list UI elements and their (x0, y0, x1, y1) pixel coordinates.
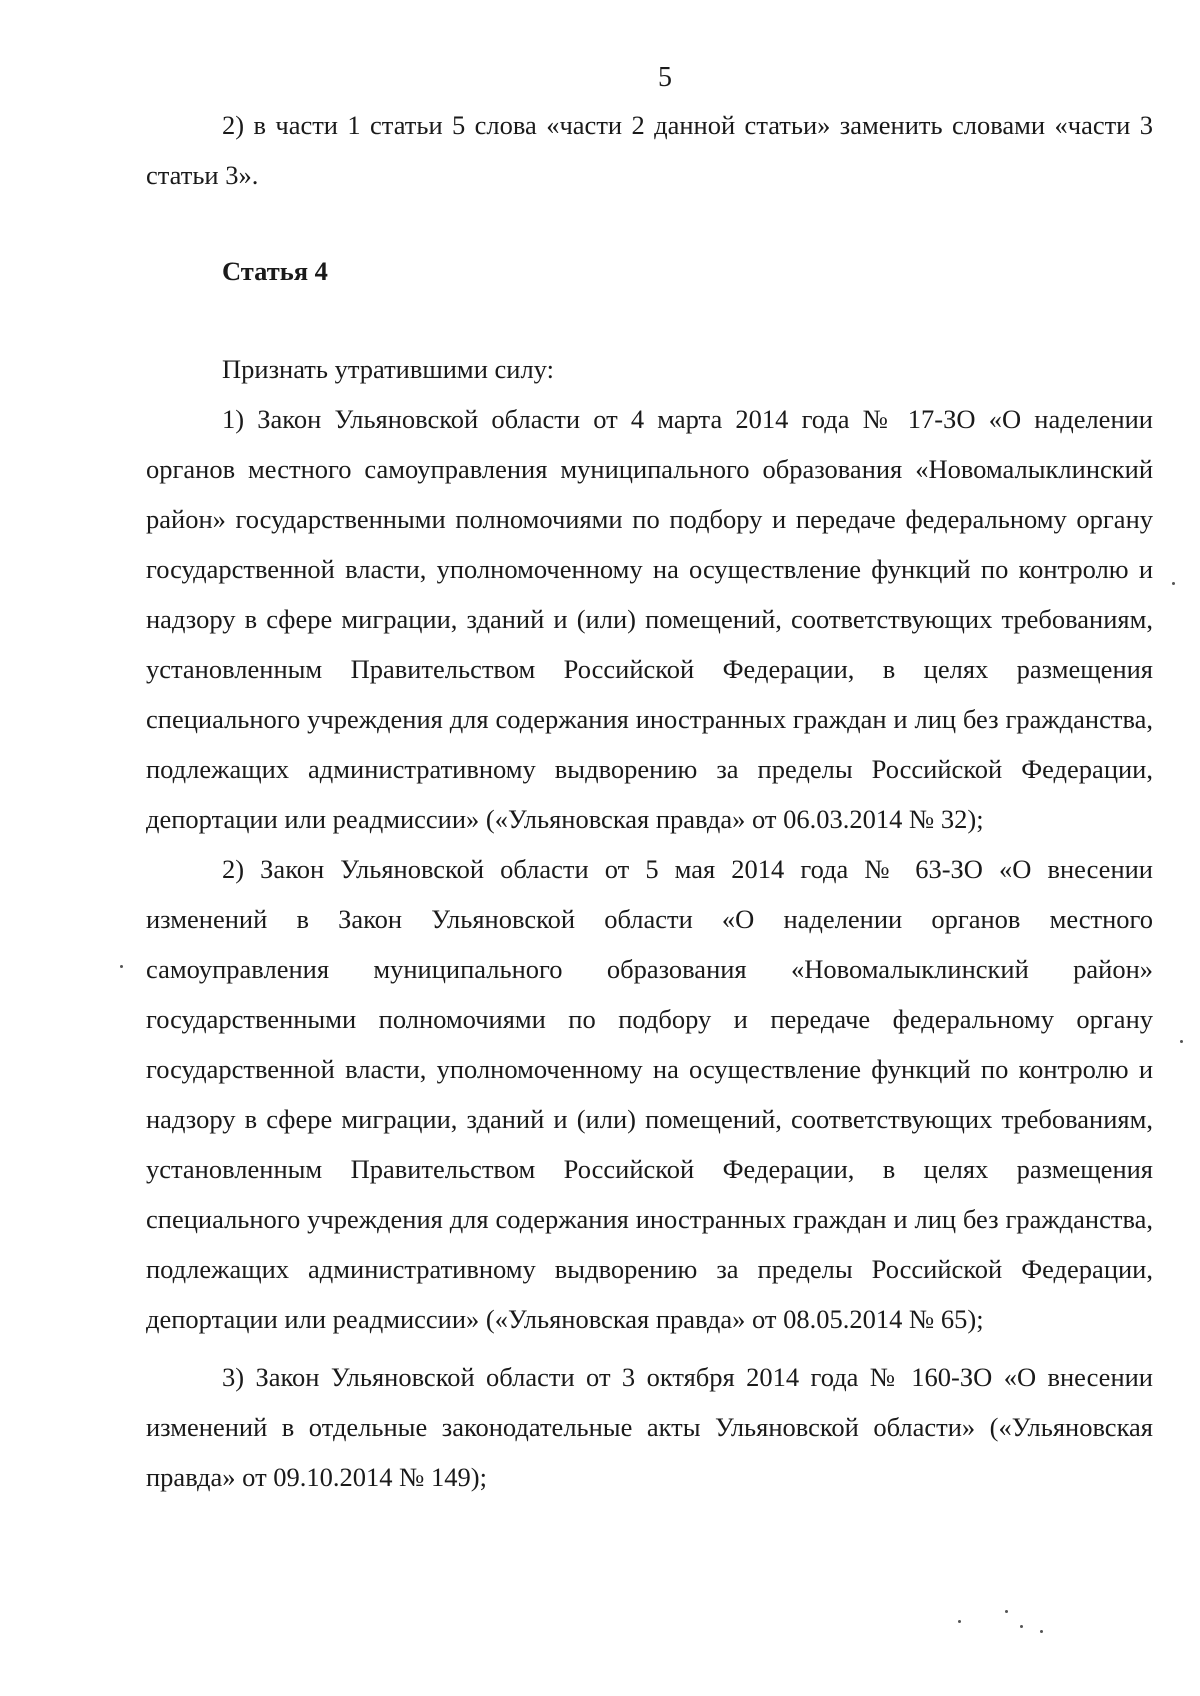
article-heading: Статья 4 (222, 256, 328, 286)
spacer (146, 296, 1153, 344)
spacer (146, 1344, 1153, 1352)
scan-speck (958, 1620, 961, 1623)
scan-speck (1180, 1040, 1183, 1043)
document-body (146, 100, 1153, 1502)
scan-speck (120, 965, 123, 968)
repealed-law-item-3: 3) Закон Ульяновской области от 3 октября 2014 года № 160-ЗО «О внесении изменений в отдельные законодательные акты Ульяновской области» («Ульяновская правда» от 09.10.2014 № 149); (146, 1362, 1153, 1492)
scan-speck (1172, 582, 1175, 585)
repealed-law-item-2: 2) Закон Ульяновской области от 5 мая 2014 года № 63-ЗО «О внесении изменений в Закон Ульяновской области «О наделении органов местного самоуправления муниципального образования «Новомалыклинский район» государственными полномочиями по подбору и передаче федеральному органу государственной власти, уполномоченному на осуществление функций по контролю и надзору в сфере миграции, зданий и (или) помещений, соответствующих требованиям, установленным Правительством Российской Федерации, в целях размещения специального учреждения для содержания иностранных граждан и лиц без гражданства, подлежащих административному выдворению за пределы Российской Федерации, депортации или реадмиссии» («Ульяновская правда» от 08.05.2014 № 65); (146, 854, 1153, 1334)
repeal-intro: Признать утратившими силу: (222, 354, 554, 384)
scan-speck (1005, 1610, 1008, 1613)
page-number: 5 (658, 62, 672, 93)
amendment-item-2: 2) в части 1 статьи 5 слова «части 2 данной статьи» заменить словами «части 3 статьи 3». (146, 110, 1153, 190)
spacer (146, 200, 1153, 246)
scan-speck (1020, 1625, 1023, 1628)
repealed-law-item-1: 1) Закон Ульяновской области от 4 марта 2014 года № 17-ЗО «О наделении органов местного самоуправления муниципального образования «Новомалыклинский район» государственными полномочиями по подбору и передаче федеральному органу государственной власти, уполномоченному на осуществление функций по контролю и надзору в сфере миграции, зданий и (или) помещений, соответствующих требованиям, установленным Правительством Российской Федерации, в целях размещения специального учреждения для содержания иностранных граждан и лиц без гражданства, подлежащих административному выдворению за пределы Российской Федерации, депортации или реадмиссии» («Ульяновская правда» от 06.03.2014 № 32); (146, 404, 1153, 834)
scan-speck (1040, 1630, 1043, 1633)
